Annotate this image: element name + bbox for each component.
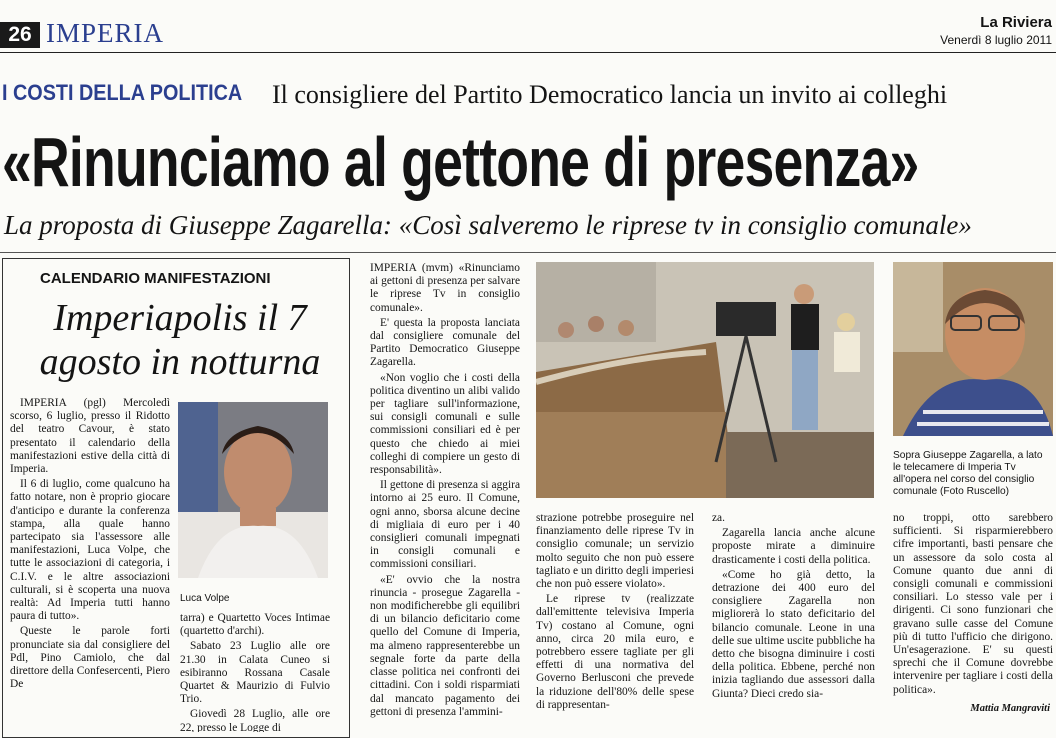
section-title: IMPERIA xyxy=(46,18,165,48)
headline-rule xyxy=(0,252,1056,253)
article-column-2 xyxy=(536,512,694,732)
issue-date: Venerdì 8 luglio 2011 xyxy=(940,33,1052,47)
article-paragraph: IMPERIA (mvm) «Rinunciamo ai gettoni di presenza per salvare le riprese Tv in consiglio comunale». xyxy=(370,262,520,314)
article-paragraph: E' questa la proposta lanciata dal consigliere comunale del Partito Democratico Giuseppe Zagarella. xyxy=(370,316,520,369)
article-column-4 xyxy=(893,512,1053,702)
calendar-headline: Imperiapolis il 7 agosto in notturna xyxy=(39,297,321,383)
calendar-column-a xyxy=(10,397,170,732)
article-paragraph: «Non voglio che i costi della politica diventino un alibi valido per tagliare sull'informazione, sui consigli comunali e sulle commissioni consiliari ed è per questo che chiedo ai miei colleghi di compiere un gesto di responsabilità». xyxy=(370,371,520,477)
article-kicker: I COSTI DELLA POLITICA xyxy=(2,80,243,105)
calendar-paragraph: Il 6 di luglio, come qualcuno ha fatto notare, non è proprio giocare d'anticipo e durante la conferenza stampa, alla quale hanno partecipato sia l'assessore alle manifestazioni, Luca Volpe, che tutte le associazioni di categoria, i C.I.V. e le altre associazioni culturali, si è scoperta una nuova realtà: Ad Imperia tutti hanno paura di tutto». xyxy=(10,478,170,623)
photo-caption-zagarella: Sopra Giuseppe Zagarella, a lato le telecamere di Imperia Tv all'opera nel corso del consiglio comunale (Foto Ruscello) xyxy=(893,450,1043,497)
article-paragraph: «Come ho già detto, la detrazione dei 400 euro del consigliere Zagarella non migliorerà lo stato deficitario del bilancio comunale. Leone in una delle sue ultime uscite pubbliche ha detto che bisogna diminuire i costi della politica. Ebbene, perché non inizia tagliando due assessori dalla Giunta? Dieci credo sia- xyxy=(712,568,875,700)
article-kicker-text: Il consigliere del Partito Democratico lancia un invito ai colleghi xyxy=(272,80,948,109)
photo-giuseppe-zagarella xyxy=(893,262,1053,436)
page-number: 26 xyxy=(0,22,40,48)
photo-luca-volpe xyxy=(178,402,328,578)
author-signature: Mattia Mangraviti xyxy=(970,703,1050,714)
calendar-paragraph: Queste le parole forti pronunciate sia dal consigliere del Pdl, Pino Camiolo, che dal direttore della Confesercenti, Piero De xyxy=(10,625,170,691)
article-paragraph: Zagarella lancia anche alcune proposte mirate a diminuire drasticamente i costi della politica. xyxy=(712,527,875,566)
portrait-illustration xyxy=(893,262,1053,436)
newspaper-name: La Riviera xyxy=(980,14,1052,31)
article-subhead: La proposta di Giuseppe Zagarella: «Così salveremo le riprese tv in consiglio comunale» xyxy=(4,210,972,240)
article-headline: «Rinunciamo al gettone di presenza» xyxy=(2,123,919,201)
calendar-paragraph: IMPERIA (pgl) Mercoledì scorso, 6 luglio, presso il Ridotto del teatro Cavour, è stato presentato il calendario della manifestazioni estive della città di Imperia. xyxy=(10,397,170,476)
calendar-paragraph: Sabato 23 Luglio alle ore 21.30 in Calata Cuneo si esibiranno Rossana Casale Quartet & Maurizio di Fulvio Trio. xyxy=(180,640,330,706)
council-chamber-illustration xyxy=(536,262,874,498)
article-paragraph: Il gettone di presenza si aggira intorno ai 25 euro. Il Comune, ogni anno, sborsa alcune decine di migliaia di euro per i 40 consiglieri comunali impegnati in consigli comunali e commissioni consiliari. xyxy=(370,479,520,571)
article-paragraph: «E' ovvio che la nostra rinuncia - prosegue Zagarella - non modificherebbe gli equilibri di un bilancio deficitario come quello del Comune di Imperia, ma almeno rappresenterebbe un segnale forte da parte della classe politica nei confronti dei cittadini. Con i soldi risparmiati dal mancato pagamento dei gettoni di presenza l'ammini- xyxy=(370,573,520,718)
calendar-column-b xyxy=(180,612,330,732)
masthead-rule xyxy=(0,52,1056,53)
article-column-3 xyxy=(712,512,875,732)
photo-tv-cameras xyxy=(536,262,874,498)
article-paragraph: strazione potrebbe proseguire nel finanziamento delle riprese Tv in consiglio comunale; un servizio molto seguito che non può essere tagliato e un diritto degli imperiesi che non può essere violato». xyxy=(536,512,694,591)
photo-caption-luca: Luca Volpe xyxy=(180,593,230,604)
calendar-title: CALENDARIO MANIFESTAZIONI xyxy=(40,270,271,287)
calendar-paragraph: Giovedì 28 Luglio, alle ore 22, presso le Logge di xyxy=(180,708,330,732)
calendar-paragraph: tarra) e Quartetto Voces Intimae (quartetto d'archi). xyxy=(180,612,330,638)
article-paragraph: Le riprese tv (realizzate dall'emittente televisiva Imperia Tv) costano al Comune, ogni anno, circa 20 mila euro, e potrebbero essere tagliate per gli effetti di una normativa del Governo Berlusconi che prevede la riduzione dell'80% delle spese di rappresentan- xyxy=(536,593,694,711)
article-paragraph: no troppi, otto sarebbero sufficienti. Si risparmierebbero cifre importanti, basti pensare che un assessore da solo costa al Comune quanto due anni di consigli comunali e commissioni consiliari. Lo stesso vale per i dirigenti. Ci sono funzionari che gravano sulle casse del Comune più di tutto l'ufficio che dirigono. Un'esagerazione. E' su questi sprechi che il Comune dovrebbe intervenire per tagliare i costi della politica». xyxy=(893,512,1053,696)
article-paragraph: za. xyxy=(712,512,725,524)
article-column-1 xyxy=(370,262,520,732)
portrait-illustration xyxy=(178,402,328,578)
